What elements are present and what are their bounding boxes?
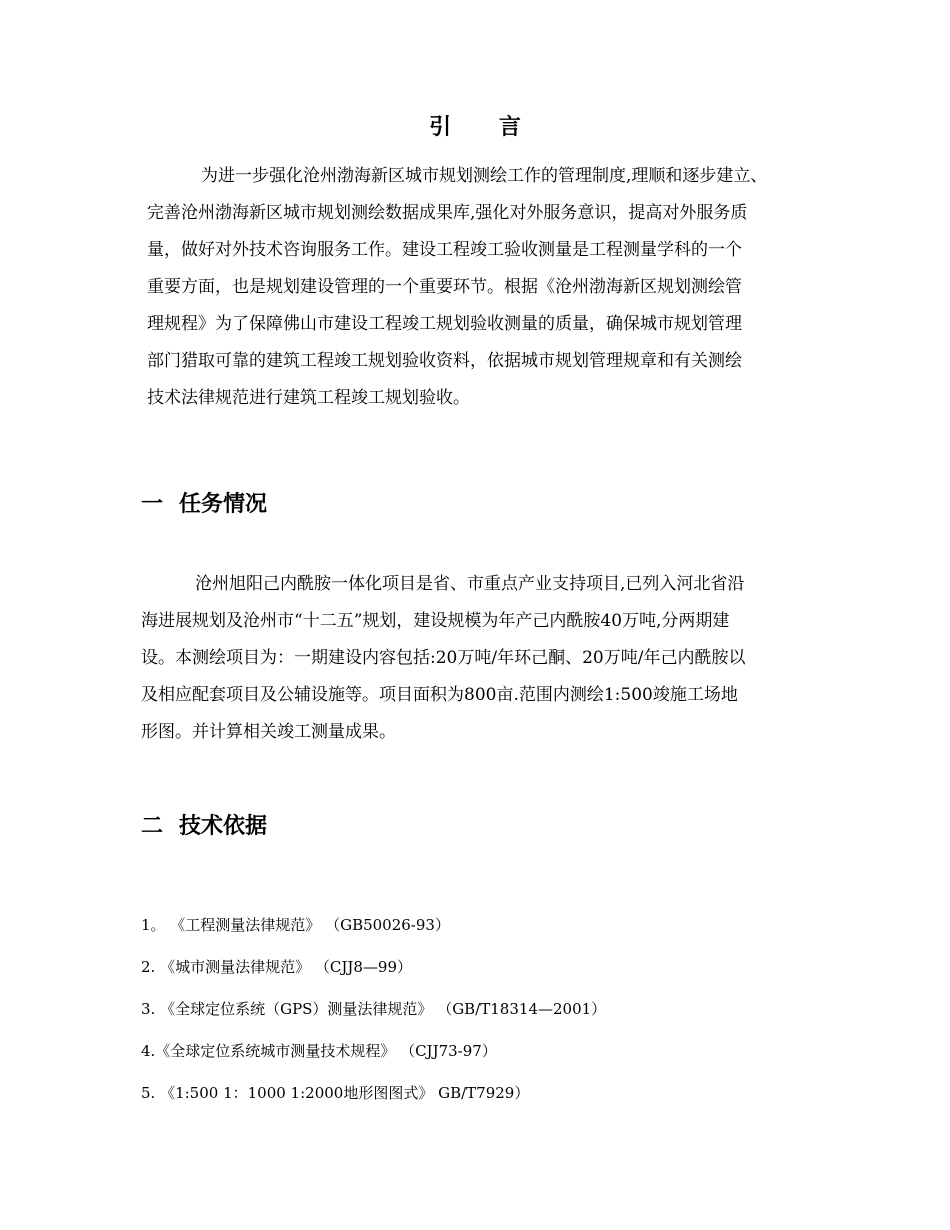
reference-item: 1。 《工程测量法律规范》 （GB50026-93）: [141, 916, 450, 934]
task-line: 沧州旭阳己内酰胺一体化项目是省、市重点产业支持项目,已列入河北省沿: [195, 574, 745, 594]
section-number: 二: [141, 814, 164, 839]
section-title: 技术依据: [179, 814, 268, 839]
section-heading-basis: [141, 812, 267, 842]
reference-item: 3. 《全球定位系统（GPS）测量法律规范》 （GB/T18314—2001）: [141, 1000, 607, 1018]
task-line: 形图。并计算相关竣工测量成果。: [141, 722, 396, 742]
section-title: 任务情况: [179, 492, 268, 517]
reference-item: 4.《全球定位系统城市测量技术规程》 （CJJ73-97）: [141, 1042, 497, 1060]
reference-item: 5. 《1:500 1：1000 1:2000地形图图式》 GB/T7929）: [141, 1084, 530, 1102]
section-number: 一: [141, 492, 164, 517]
task-paragraph: [141, 566, 831, 751]
intro-line: 重要方面，也是规划建设管理的一个重要环节。根据《沧州渤海新区规划测绘管: [147, 277, 742, 297]
section-heading-task: [141, 490, 267, 520]
intro-line: 为进一步强化沧州渤海新区城市规划测绘工作的管理制度,理顺和逐步建立、: [201, 166, 768, 186]
page-title: 引 言: [429, 115, 541, 140]
reference-list: [141, 904, 841, 1114]
intro-line: 量，做好对外技术咨询服务工作。建设工程竣工验收测量是工程测量学科的一个: [147, 240, 742, 260]
task-line: 及相应配套项目及公辅设施等。项目面积为800亩.范围内测绘1:500竣施工场地: [141, 685, 738, 705]
task-line: 设。本测绘项目为：一期建设内容包括:20万吨/年环己酮、20万吨/年己内酰胺以: [141, 648, 746, 668]
intro-line: 技术法律规范进行建筑工程竣工规划验收。: [147, 388, 470, 408]
reference-item: 2. 《城市测量法律规范》 （CJJ8—99）: [141, 958, 412, 976]
task-line: 海进展规划及沧州市“十二五”规划，建设规模为年产己内酰胺40万吨,分两期建: [141, 611, 730, 631]
intro-line: 理规程》为了保障佛山市建设工程竣工规划验收测量的质量，确保城市规划管理: [147, 314, 742, 334]
intro-line: 部门猎取可靠的建筑工程竣工规划验收资料，依据城市规划管理规章和有关测绘: [147, 351, 742, 371]
intro-paragraph: [147, 158, 827, 417]
intro-line: 完善沧州渤海新区城市规划测绘数据成果库,强化对外服务意识，提高对外服务质: [147, 203, 748, 223]
